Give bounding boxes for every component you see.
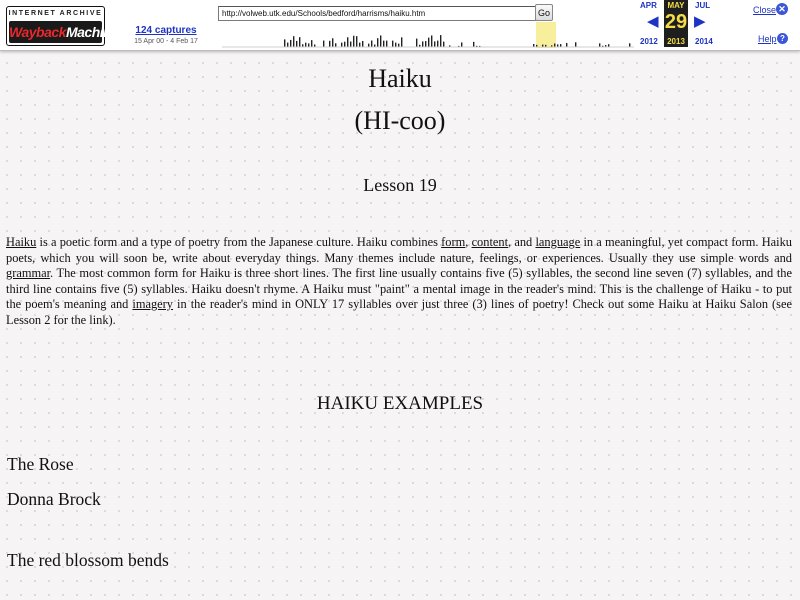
sparkline-bar <box>575 42 576 47</box>
sparkline-bar <box>434 41 435 47</box>
go-button[interactable]: Go <box>535 4 553 21</box>
url-input[interactable] <box>218 6 536 21</box>
captures-link[interactable]: 124 captures <box>135 25 197 36</box>
link-form[interactable]: form <box>441 235 466 249</box>
sparkline-bar <box>629 43 630 47</box>
link-grammar[interactable]: grammar <box>6 266 51 280</box>
sparkline-bar <box>284 39 285 47</box>
wayback-toolbar <box>0 0 800 51</box>
year-current-label: 2013 <box>667 37 685 46</box>
examples-heading: HAIKU EXAMPLES <box>316 393 484 414</box>
sparkline-bar <box>371 40 372 47</box>
help-link[interactable]: Help <box>758 34 777 44</box>
sparkline-bar <box>344 42 345 47</box>
captures-date-range: 15 Apr 00 - 4 Feb 17 <box>134 38 198 45</box>
sparkline-bar <box>308 43 309 47</box>
sparkline-bar <box>377 38 378 47</box>
sparkline-bar <box>599 43 600 47</box>
sparkline-bar <box>311 40 312 47</box>
sparkline-bar <box>362 41 363 47</box>
sparkline-bar <box>383 41 384 47</box>
sparkline-bar <box>440 35 441 47</box>
sparkline-bar <box>287 43 288 47</box>
sparkline-bar <box>425 41 426 47</box>
logo-internet-archive-text: INTERNET ARCHIVE <box>8 10 103 17</box>
link-content[interactable]: content <box>471 235 509 249</box>
sparkline-bar <box>329 41 330 47</box>
link-language[interactable]: language <box>535 235 581 249</box>
pronunciation: (HI-coo) <box>354 106 446 135</box>
poem-line: The red blossom bends <box>7 550 169 570</box>
day-current-label: 29 <box>664 11 688 33</box>
sparkline-bar <box>293 36 294 47</box>
sparkline-bar <box>416 39 417 47</box>
sparkline-bar <box>386 41 387 47</box>
sparkline-bar <box>341 43 342 47</box>
sparkline-bar <box>395 43 396 47</box>
sparkline-bar <box>380 35 381 47</box>
sparkline-bar <box>566 43 567 47</box>
poem-title: The Rose <box>7 454 74 474</box>
next-capture-arrow-icon[interactable]: ▶ <box>694 13 706 30</box>
sparkline-bar <box>473 42 474 47</box>
month-prev-label[interactable]: APR <box>640 1 657 10</box>
lesson-label: Lesson 19 <box>363 175 437 195</box>
sparkline-bar <box>461 42 462 47</box>
captures-sparkline[interactable] <box>222 22 634 48</box>
poem-author: Donna Brock <box>7 489 101 509</box>
link-haiku[interactable]: Haiku <box>6 235 37 249</box>
sparkline-bar <box>392 41 393 47</box>
close-icon[interactable]: ✕ <box>776 3 788 15</box>
sparkline-bar <box>401 37 402 47</box>
sparkline-bar <box>353 36 354 47</box>
sparkline-bar <box>437 41 438 47</box>
sparkline-bar <box>332 38 333 47</box>
sparkline-bar <box>428 38 429 47</box>
sparkline-bar <box>350 41 351 47</box>
sparkline-bar <box>296 41 297 47</box>
month-current-label: MAY <box>667 1 685 10</box>
close-link[interactable]: Close <box>753 5 777 15</box>
sparkline-bar <box>368 44 369 47</box>
sparkline-bar <box>335 43 336 47</box>
question-icon[interactable]: ? <box>777 33 788 44</box>
year-prev-link[interactable]: 2012 <box>640 37 658 46</box>
current-capture-date <box>664 0 688 47</box>
prev-capture-arrow-icon[interactable]: ◀ <box>647 13 659 30</box>
logo-wayback-machine-text: WaybackMachine <box>9 21 102 43</box>
link-imagery[interactable]: imagery <box>132 297 174 311</box>
month-next-label[interactable]: JUL <box>695 1 711 10</box>
sparkline-current-highlight <box>536 22 556 48</box>
page-title: Haiku <box>368 64 432 93</box>
year-next-link[interactable]: 2014 <box>695 37 713 46</box>
sparkline-bars <box>284 35 630 47</box>
sparkline-bar <box>305 43 306 47</box>
sparkline-bar <box>554 44 555 47</box>
sparkline-bar <box>323 41 324 47</box>
sparkline-bar <box>347 37 348 47</box>
intro-paragraph: Haiku is a poetic form and a type of poetry from the Japanese culture. Haiku combines form, content, and language in a meaningful, yet compact form. Haiku poets, which you will soon be, write about everyday things. Many themes include nature, feelings, or experiences. Usually they use simple words and grammar. The most common form for Haiku is three short lines. The first line usually contains five (5) syllables, the second line seven (7) syllables, and the third line contains five (5) syllables. Haiku doesn't rhyme. A Haiku must "paint" a mental image in the reader's mind. This is the challenge of Haiku - to put the poem's meaning and imagery in the reader's mind in ONLY 17 syllables over just three (3) lines of poetry! Check out some Haiku at Haiku Salon (see Lesson 2 for the link). <box>6 235 793 327</box>
wayback-machine-logo[interactable] <box>6 6 119 46</box>
sparkline-bar <box>422 41 423 47</box>
sparkline-bar <box>299 37 300 47</box>
sparkline-bar <box>431 35 432 47</box>
sparkline-bar <box>290 40 291 47</box>
sparkline-bar <box>356 36 357 47</box>
sparkline-bar <box>443 42 444 47</box>
sparkline-bar <box>359 43 360 47</box>
